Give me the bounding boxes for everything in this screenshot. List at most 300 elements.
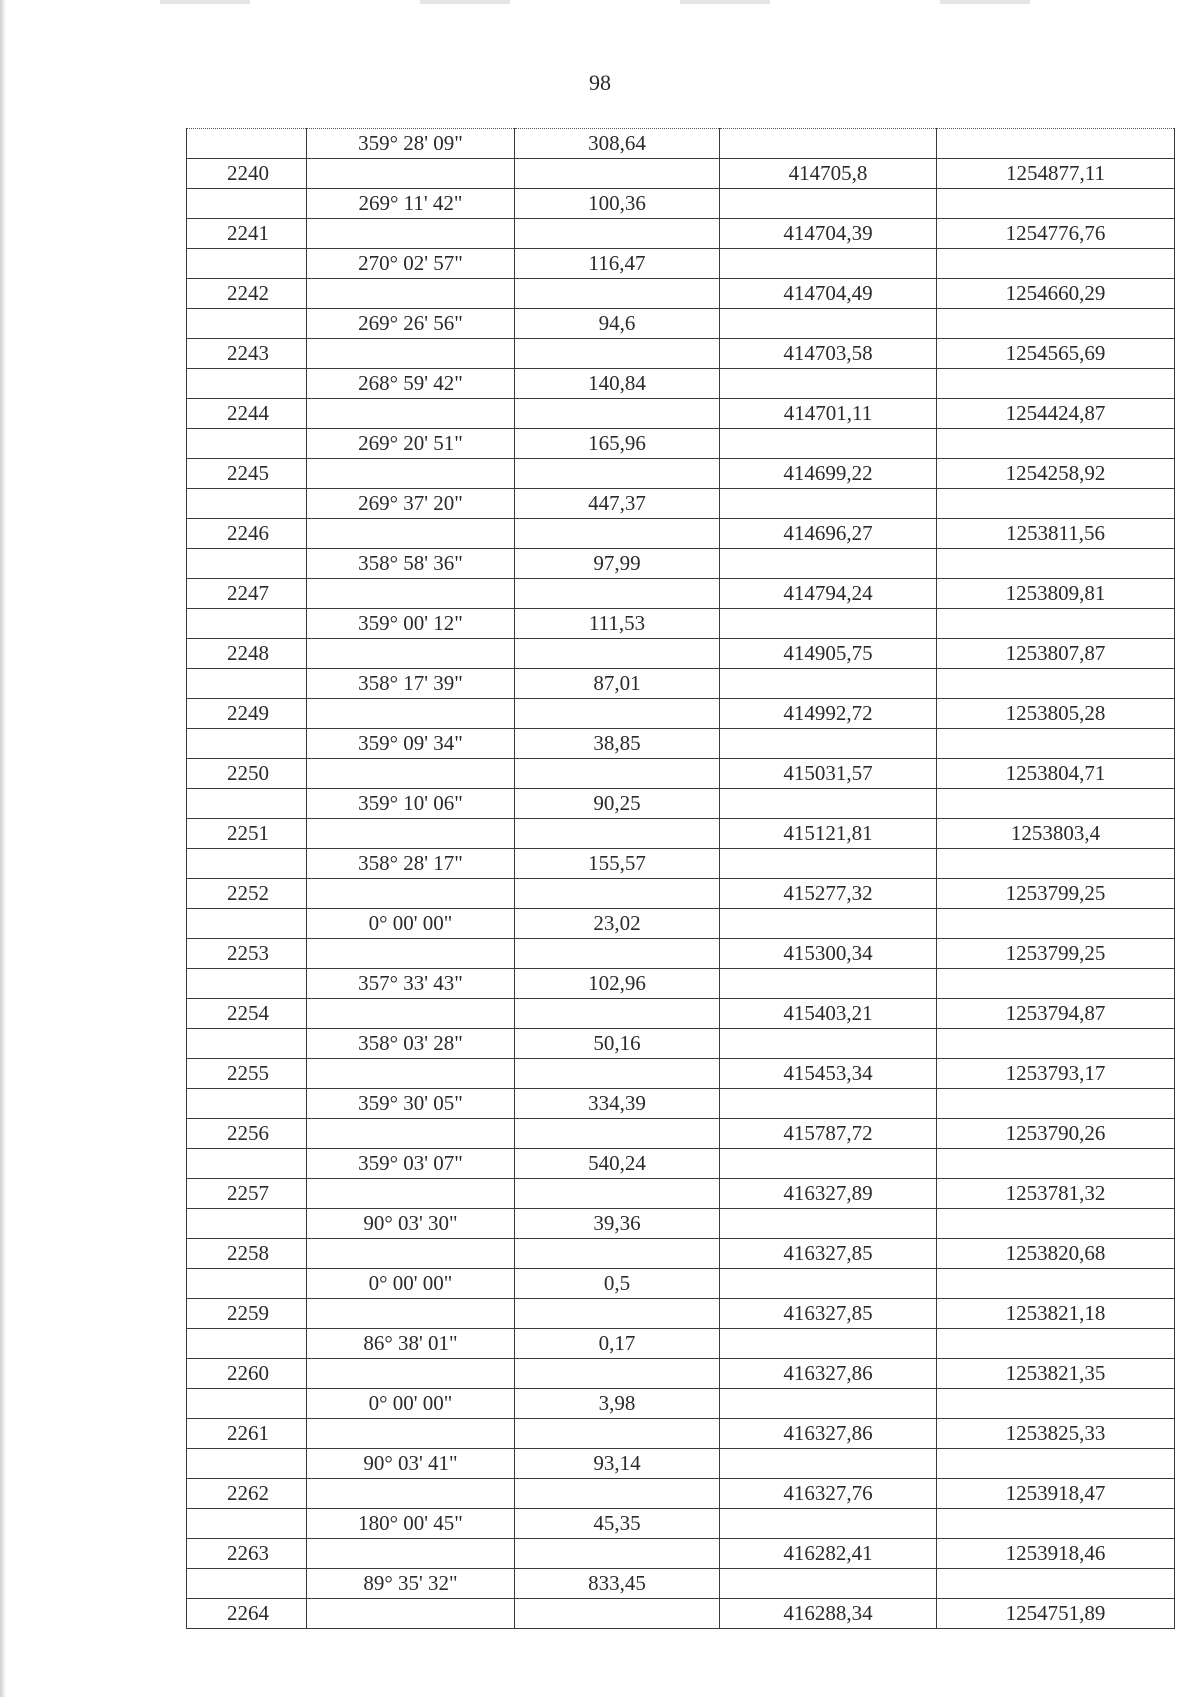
segment-row: [187, 969, 1175, 999]
point-row: [187, 699, 1175, 729]
point-cell: 2240: [187, 159, 307, 189]
segment-row: [187, 1029, 1175, 1059]
x-cell-empty: [720, 1389, 937, 1419]
x-cell-empty: [720, 129, 937, 159]
x-coordinate-cell: 415031,57: [720, 759, 937, 789]
segment-row: [187, 129, 1175, 159]
angle-cell: 0° 00' 00": [307, 1269, 515, 1299]
point-cell: 2243: [187, 339, 307, 369]
y-coordinate-cell: 1253821,35: [937, 1359, 1175, 1389]
x-coordinate-cell: 416327,86: [720, 1419, 937, 1449]
x-coordinate-cell: 414704,49: [720, 279, 937, 309]
point-cell: 2241: [187, 219, 307, 249]
segment-row: [187, 309, 1175, 339]
segment-row: [187, 849, 1175, 879]
distance-cell-empty: [515, 1359, 720, 1389]
x-coordinate-cell: 416327,76: [720, 1479, 937, 1509]
y-coordinate-cell: 1253811,56: [937, 519, 1175, 549]
point-cell: 2251: [187, 819, 307, 849]
x-cell-empty: [720, 1089, 937, 1119]
angle-cell-empty: [307, 1419, 515, 1449]
distance-cell: 308,64: [515, 129, 720, 159]
segment-row: [187, 609, 1175, 639]
angle-cell-empty: [307, 699, 515, 729]
point-cell-empty: [187, 249, 307, 279]
point-row: [187, 759, 1175, 789]
point-cell: 2248: [187, 639, 307, 669]
distance-cell: 0,5: [515, 1269, 720, 1299]
x-coordinate-cell: 416288,34: [720, 1599, 937, 1629]
point-row: [187, 459, 1175, 489]
distance-cell: 93,14: [515, 1449, 720, 1479]
point-cell-empty: [187, 729, 307, 759]
segment-row: [187, 549, 1175, 579]
x-cell-empty: [720, 1329, 937, 1359]
point-row: [187, 1299, 1175, 1329]
y-coordinate-cell: 1254751,89: [937, 1599, 1175, 1629]
point-row: [187, 1419, 1175, 1449]
y-coordinate-cell: 1254565,69: [937, 339, 1175, 369]
angle-cell-empty: [307, 819, 515, 849]
x-cell-empty: [720, 489, 937, 519]
angle-cell-empty: [307, 939, 515, 969]
point-row: [187, 1179, 1175, 1209]
point-cell: 2253: [187, 939, 307, 969]
distance-cell: 447,37: [515, 489, 720, 519]
point-row: [187, 1359, 1175, 1389]
point-cell: 2247: [187, 579, 307, 609]
distance-cell: 38,85: [515, 729, 720, 759]
point-cell: 2264: [187, 1599, 307, 1629]
coordinates-table: [186, 128, 1175, 1629]
point-row: [187, 279, 1175, 309]
y-cell-empty: [937, 909, 1175, 939]
point-cell-empty: [187, 309, 307, 339]
point-cell: 2257: [187, 1179, 307, 1209]
point-cell-empty: [187, 849, 307, 879]
y-coordinate-cell: 1253809,81: [937, 579, 1175, 609]
point-cell: 2254: [187, 999, 307, 1029]
y-coordinate-cell: 1253807,87: [937, 639, 1175, 669]
angle-cell-empty: [307, 1179, 515, 1209]
distance-cell-empty: [515, 159, 720, 189]
y-cell-empty: [937, 249, 1175, 279]
segment-row: [187, 189, 1175, 219]
x-coordinate-cell: 416327,85: [720, 1299, 937, 1329]
point-cell-empty: [187, 1569, 307, 1599]
segment-row: [187, 1449, 1175, 1479]
y-cell-empty: [937, 1269, 1175, 1299]
angle-cell: 90° 03' 30": [307, 1209, 515, 1239]
angle-cell: 358° 03' 28": [307, 1029, 515, 1059]
distance-cell-empty: [515, 339, 720, 369]
segment-row: [187, 1269, 1175, 1299]
x-coordinate-cell: 414701,11: [720, 399, 937, 429]
segment-row: [187, 1509, 1175, 1539]
distance-cell-empty: [515, 1059, 720, 1089]
point-row: [187, 159, 1175, 189]
y-cell-empty: [937, 1389, 1175, 1419]
angle-cell: 270° 02' 57": [307, 249, 515, 279]
angle-cell: 357° 33' 43": [307, 969, 515, 999]
y-cell-empty: [937, 969, 1175, 999]
distance-cell-empty: [515, 399, 720, 429]
distance-cell: 87,01: [515, 669, 720, 699]
point-cell-empty: [187, 669, 307, 699]
y-coordinate-cell: 1254877,11: [937, 159, 1175, 189]
angle-cell: 0° 00' 00": [307, 1389, 515, 1419]
angle-cell-empty: [307, 159, 515, 189]
distance-cell: 111,53: [515, 609, 720, 639]
point-cell: 2259: [187, 1299, 307, 1329]
y-cell-empty: [937, 1209, 1175, 1239]
angle-cell-empty: [307, 1299, 515, 1329]
y-coordinate-cell: 1253799,25: [937, 939, 1175, 969]
page-number: 98: [589, 70, 611, 95]
distance-cell-empty: [515, 1599, 720, 1629]
angle-cell: 86° 38' 01": [307, 1329, 515, 1359]
angle-cell-empty: [307, 1119, 515, 1149]
y-coordinate-cell: 1253918,46: [937, 1539, 1175, 1569]
point-row: [187, 1059, 1175, 1089]
distance-cell-empty: [515, 939, 720, 969]
y-cell-empty: [937, 669, 1175, 699]
point-cell: 2245: [187, 459, 307, 489]
x-cell-empty: [720, 429, 937, 459]
segment-row: [187, 369, 1175, 399]
angle-cell: 358° 28' 17": [307, 849, 515, 879]
angle-cell-empty: [307, 759, 515, 789]
x-coordinate-cell: 414696,27: [720, 519, 937, 549]
angle-cell: 269° 26' 56": [307, 309, 515, 339]
segment-row: [187, 1569, 1175, 1599]
distance-cell: 23,02: [515, 909, 720, 939]
y-cell-empty: [937, 369, 1175, 399]
x-coordinate-cell: 414794,24: [720, 579, 937, 609]
point-cell-empty: [187, 369, 307, 399]
x-cell-empty: [720, 1149, 937, 1179]
y-coordinate-cell: 1253805,28: [937, 699, 1175, 729]
distance-cell: 165,96: [515, 429, 720, 459]
point-row: [187, 399, 1175, 429]
y-coordinate-cell: 1254776,76: [937, 219, 1175, 249]
x-cell-empty: [720, 669, 937, 699]
point-cell: 2242: [187, 279, 307, 309]
point-cell-empty: [187, 1089, 307, 1119]
x-coordinate-cell: 414704,39: [720, 219, 937, 249]
distance-cell-empty: [515, 1239, 720, 1269]
x-coordinate-cell: 415403,21: [720, 999, 937, 1029]
point-cell-empty: [187, 1209, 307, 1239]
point-cell-empty: [187, 969, 307, 999]
y-coordinate-cell: 1253781,32: [937, 1179, 1175, 1209]
distance-cell: 50,16: [515, 1029, 720, 1059]
point-cell: 2250: [187, 759, 307, 789]
y-coordinate-cell: 1253825,33: [937, 1419, 1175, 1449]
point-row: [187, 939, 1175, 969]
x-cell-empty: [720, 609, 937, 639]
distance-cell: 94,6: [515, 309, 720, 339]
x-coordinate-cell: 415787,72: [720, 1119, 937, 1149]
point-row: [187, 879, 1175, 909]
segment-row: [187, 1389, 1175, 1419]
y-cell-empty: [937, 1509, 1175, 1539]
y-cell-empty: [937, 309, 1175, 339]
distance-cell-empty: [515, 759, 720, 789]
distance-cell: 45,35: [515, 1509, 720, 1539]
y-cell-empty: [937, 1029, 1175, 1059]
x-coordinate-cell: 414699,22: [720, 459, 937, 489]
angle-cell: 269° 37' 20": [307, 489, 515, 519]
y-cell-empty: [937, 849, 1175, 879]
point-row: [187, 639, 1175, 669]
angle-cell-empty: [307, 879, 515, 909]
angle-cell: 89° 35' 32": [307, 1569, 515, 1599]
point-cell: 2262: [187, 1479, 307, 1509]
segment-row: [187, 669, 1175, 699]
y-cell-empty: [937, 1449, 1175, 1479]
y-coordinate-cell: 1253799,25: [937, 879, 1175, 909]
point-cell: 2252: [187, 879, 307, 909]
point-row: [187, 519, 1175, 549]
x-cell-empty: [720, 309, 937, 339]
angle-cell-empty: [307, 579, 515, 609]
x-coordinate-cell: 414905,75: [720, 639, 937, 669]
y-cell-empty: [937, 1569, 1175, 1599]
segment-row: [187, 489, 1175, 519]
angle-cell: 358° 17' 39": [307, 669, 515, 699]
scan-top-artifact: [160, 0, 1120, 4]
distance-cell-empty: [515, 999, 720, 1029]
y-cell-empty: [937, 189, 1175, 219]
point-cell-empty: [187, 489, 307, 519]
angle-cell: 269° 11' 42": [307, 189, 515, 219]
angle-cell-empty: [307, 1239, 515, 1269]
angle-cell: 90° 03' 41": [307, 1449, 515, 1479]
y-cell-empty: [937, 1149, 1175, 1179]
angle-cell: 359° 10' 06": [307, 789, 515, 819]
angle-cell-empty: [307, 999, 515, 1029]
distance-cell-empty: [515, 279, 720, 309]
point-cell-empty: [187, 1509, 307, 1539]
distance-cell-empty: [515, 519, 720, 549]
x-coordinate-cell: 416327,86: [720, 1359, 937, 1389]
point-cell-empty: [187, 549, 307, 579]
x-coordinate-cell: 415277,32: [720, 879, 937, 909]
point-cell-empty: [187, 1149, 307, 1179]
angle-cell-empty: [307, 339, 515, 369]
angle-cell: 359° 09' 34": [307, 729, 515, 759]
segment-row: [187, 429, 1175, 459]
distance-cell-empty: [515, 639, 720, 669]
segment-row: [187, 249, 1175, 279]
point-cell-empty: [187, 1029, 307, 1059]
point-row: [187, 1239, 1175, 1269]
y-coordinate-cell: 1254660,29: [937, 279, 1175, 309]
x-coordinate-cell: 414992,72: [720, 699, 937, 729]
angle-cell: 0° 00' 00": [307, 909, 515, 939]
distance-cell: 155,57: [515, 849, 720, 879]
segment-row: [187, 1329, 1175, 1359]
x-coordinate-cell: 416282,41: [720, 1539, 937, 1569]
angle-cell: 180° 00' 45": [307, 1509, 515, 1539]
point-row: [187, 1479, 1175, 1509]
segment-row: [187, 789, 1175, 819]
x-cell-empty: [720, 549, 937, 579]
distance-cell-empty: [515, 879, 720, 909]
y-coordinate-cell: 1253918,47: [937, 1479, 1175, 1509]
point-cell: 2244: [187, 399, 307, 429]
x-cell-empty: [720, 249, 937, 279]
angle-cell: 268° 59' 42": [307, 369, 515, 399]
point-cell: 2255: [187, 1059, 307, 1089]
distance-cell-empty: [515, 1539, 720, 1569]
point-row: [187, 579, 1175, 609]
angle-cell: 359° 28' 09": [307, 129, 515, 159]
point-row: [187, 1119, 1175, 1149]
point-row: [187, 219, 1175, 249]
angle-cell: 358° 58' 36": [307, 549, 515, 579]
distance-cell-empty: [515, 1179, 720, 1209]
y-cell-empty: [937, 429, 1175, 459]
y-cell-empty: [937, 729, 1175, 759]
angle-cell-empty: [307, 1599, 515, 1629]
x-cell-empty: [720, 369, 937, 399]
point-cell: 2258: [187, 1239, 307, 1269]
distance-cell-empty: [515, 699, 720, 729]
point-cell: 2246: [187, 519, 307, 549]
x-cell-empty: [720, 1209, 937, 1239]
point-row: [187, 1599, 1175, 1629]
distance-cell-empty: [515, 1479, 720, 1509]
angle-cell-empty: [307, 639, 515, 669]
distance-cell-empty: [515, 459, 720, 489]
y-coordinate-cell: 1253790,26: [937, 1119, 1175, 1149]
angle-cell-empty: [307, 1479, 515, 1509]
distance-cell-empty: [515, 579, 720, 609]
distance-cell: 102,96: [515, 969, 720, 999]
distance-cell: 116,47: [515, 249, 720, 279]
point-cell-empty: [187, 429, 307, 459]
angle-cell-empty: [307, 1359, 515, 1389]
x-coordinate-cell: 414703,58: [720, 339, 937, 369]
point-cell: 2260: [187, 1359, 307, 1389]
y-coordinate-cell: 1253820,68: [937, 1239, 1175, 1269]
x-coordinate-cell: 416327,85: [720, 1239, 937, 1269]
point-cell: 2249: [187, 699, 307, 729]
x-cell-empty: [720, 189, 937, 219]
point-cell: 2263: [187, 1539, 307, 1569]
x-cell-empty: [720, 1029, 937, 1059]
y-coordinate-cell: 1253803,4: [937, 819, 1175, 849]
y-cell-empty: [937, 609, 1175, 639]
y-coordinate-cell: 1253821,18: [937, 1299, 1175, 1329]
point-cell-empty: [187, 189, 307, 219]
x-cell-empty: [720, 1269, 937, 1299]
angle-cell-empty: [307, 399, 515, 429]
point-cell: 2261: [187, 1419, 307, 1449]
y-coordinate-cell: 1254424,87: [937, 399, 1175, 429]
point-cell-empty: [187, 129, 307, 159]
segment-row: [187, 729, 1175, 759]
y-cell-empty: [937, 129, 1175, 159]
y-coordinate-cell: 1253804,71: [937, 759, 1175, 789]
x-cell-empty: [720, 1569, 937, 1599]
y-coordinate-cell: 1254258,92: [937, 459, 1175, 489]
angle-cell-empty: [307, 519, 515, 549]
distance-cell-empty: [515, 1119, 720, 1149]
x-cell-empty: [720, 789, 937, 819]
angle-cell-empty: [307, 1059, 515, 1089]
x-cell-empty: [720, 729, 937, 759]
point-row: [187, 1539, 1175, 1569]
distance-cell-empty: [515, 819, 720, 849]
point-cell-empty: [187, 1329, 307, 1359]
distance-cell: 0,17: [515, 1329, 720, 1359]
x-coordinate-cell: 415121,81: [720, 819, 937, 849]
distance-cell-empty: [515, 219, 720, 249]
point-cell-empty: [187, 1389, 307, 1419]
x-coordinate-cell: 414705,8: [720, 159, 937, 189]
distance-cell: 39,36: [515, 1209, 720, 1239]
point-cell-empty: [187, 1269, 307, 1299]
distance-cell: 540,24: [515, 1149, 720, 1179]
scan-edge-shadow: [0, 0, 6, 1697]
y-coordinate-cell: 1253793,17: [937, 1059, 1175, 1089]
point-cell: 2256: [187, 1119, 307, 1149]
angle-cell-empty: [307, 219, 515, 249]
angle-cell: 359° 30' 05": [307, 1089, 515, 1119]
y-cell-empty: [937, 549, 1175, 579]
point-cell-empty: [187, 1449, 307, 1479]
y-coordinate-cell: 1253794,87: [937, 999, 1175, 1029]
y-cell-empty: [937, 789, 1175, 819]
distance-cell: 334,39: [515, 1089, 720, 1119]
angle-cell: 359° 00' 12": [307, 609, 515, 639]
x-coordinate-cell: 416327,89: [720, 1179, 937, 1209]
segment-row: [187, 1209, 1175, 1239]
angle-cell-empty: [307, 279, 515, 309]
angle-cell: 359° 03' 07": [307, 1149, 515, 1179]
point-cell-empty: [187, 609, 307, 639]
x-coordinate-cell: 415453,34: [720, 1059, 937, 1089]
point-row: [187, 339, 1175, 369]
coordinates-table-body: [187, 129, 1175, 1629]
x-cell-empty: [720, 1509, 937, 1539]
point-cell-empty: [187, 909, 307, 939]
x-cell-empty: [720, 1449, 937, 1479]
x-cell-empty: [720, 909, 937, 939]
distance-cell-empty: [515, 1299, 720, 1329]
distance-cell: 140,84: [515, 369, 720, 399]
x-cell-empty: [720, 849, 937, 879]
x-cell-empty: [720, 969, 937, 999]
segment-row: [187, 1149, 1175, 1179]
y-cell-empty: [937, 1329, 1175, 1359]
distance-cell-empty: [515, 1419, 720, 1449]
segment-row: [187, 1089, 1175, 1119]
angle-cell: 269° 20' 51": [307, 429, 515, 459]
angle-cell-empty: [307, 459, 515, 489]
point-row: [187, 819, 1175, 849]
segment-row: [187, 909, 1175, 939]
point-cell-empty: [187, 789, 307, 819]
distance-cell: 3,98: [515, 1389, 720, 1419]
distance-cell: 97,99: [515, 549, 720, 579]
y-cell-empty: [937, 489, 1175, 519]
distance-cell: 90,25: [515, 789, 720, 819]
distance-cell: 833,45: [515, 1569, 720, 1599]
